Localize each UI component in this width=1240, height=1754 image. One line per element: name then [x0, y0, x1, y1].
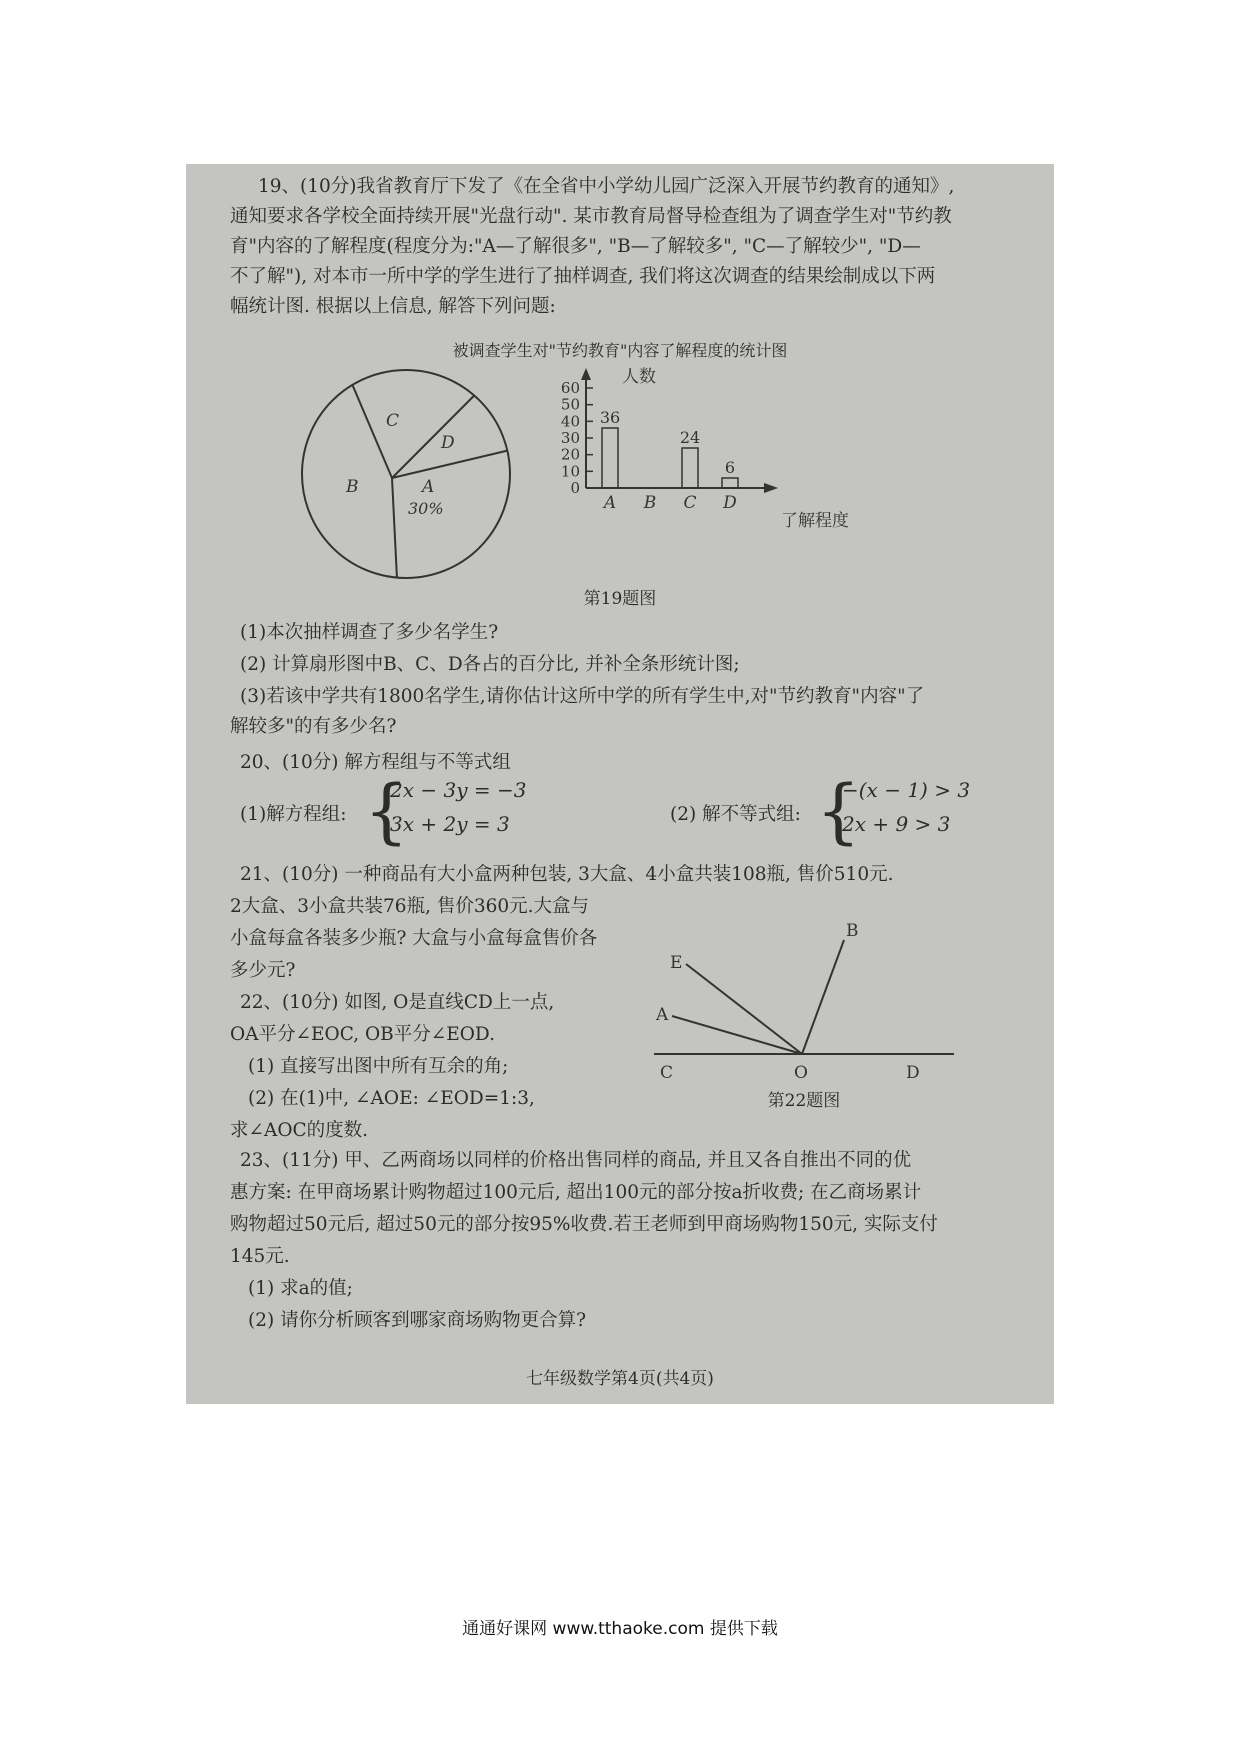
site-footer: 通通好课网 www.tthaoke.com 提供下载	[462, 1619, 778, 1639]
q19-line2: 通知要求各学校全面持续开展"光盘行动". 某市教育局督导检查组为了调查学生对"节约教	[230, 206, 952, 227]
pie-divider-c	[392, 396, 474, 478]
point-a: A	[656, 1005, 669, 1025]
pie-label-a-percent: 30%	[408, 499, 444, 518]
q22-line4: (2) 在(1)中, ∠AOE: ∠EOD=1:3,	[248, 1088, 535, 1109]
q19-line5: 幅统计图. 根据以上信息, 解答下列问题:	[230, 296, 556, 317]
point-e: E	[670, 953, 683, 973]
pie-divider-a	[392, 478, 397, 578]
bar-y-tick-label: 50	[560, 395, 580, 414]
page-footer: 七年级数学第4页(共4页)	[526, 1369, 714, 1389]
q22-line5: 求∠AOC的度数.	[230, 1120, 369, 1141]
q23-line2: 惠方案: 在甲商场累计购物超过100元后, 超出100元的部分按a折收费; 在乙商场累计	[230, 1182, 922, 1203]
point-c: C	[660, 1063, 674, 1083]
q22-line1: 22、(10分) 如图, O是直线CD上一点,	[240, 992, 555, 1013]
bar-y-tick-label: 60	[560, 379, 580, 397]
q23-line4: 145元.	[230, 1246, 290, 1267]
q19-line1: 19、(10分)我省教育厅下发了《在全省中小学幼儿园广泛深入开展节约教育的通知》,	[258, 176, 955, 197]
q20-part2-eq1: −(x − 1) > 3	[842, 778, 971, 802]
bar-xlabel: 了解程度	[781, 511, 849, 531]
bar-a	[602, 428, 618, 488]
q20-title: 20、(10分) 解方程组与不等式组	[240, 752, 511, 773]
q20-part1-eq1: 2x − 3y = −3	[390, 778, 527, 802]
q19-sub2: (2) 计算扇形图中B、C、D各占的百分比, 并补全条形统计图;	[240, 654, 740, 675]
bar-category-label: D	[723, 493, 737, 513]
bar-value-label: 24	[679, 428, 701, 447]
q20-part2-eq2: 2x + 9 > 3	[842, 812, 951, 836]
q20-part2-brace: {	[816, 770, 861, 852]
bar-y-tick-label: 30	[560, 429, 580, 447]
ray-oa	[672, 1016, 802, 1054]
exam-page-photo	[186, 164, 1054, 1404]
pie-label-b: B	[346, 477, 359, 497]
q20-part2-label: (2) 解不等式组:	[670, 804, 801, 825]
q20-part1-label: (1)解方程组:	[240, 804, 347, 825]
chart-title: 被调查学生对"节约教育"内容了解程度的统计图	[452, 341, 788, 360]
bar-d	[722, 478, 738, 488]
bar-y-tick-label: 20	[560, 445, 580, 464]
bar-c	[682, 448, 698, 488]
q21-line4: 多少元?	[230, 960, 296, 981]
bar-value-label: 6	[724, 458, 736, 477]
q21-line1: 21、(10分) 一种商品有大小盒两种包装, 3大盒、4小盒共装108瓶, 售价510元.	[240, 864, 894, 885]
point-o: O	[794, 1063, 808, 1083]
bar-y-tick-label: 40	[560, 412, 580, 431]
q19-line4: 不了解"), 对本市一所中学的学生进行了抽样调查, 我们将这次调查的结果绘制成以下两	[230, 266, 936, 287]
bar-category-label: C	[683, 493, 697, 513]
bar-value-label: 36	[599, 408, 621, 427]
point-d: D	[906, 1063, 920, 1083]
q23-sub2: (2) 请你分析顾客到哪家商场购物更合算?	[248, 1310, 587, 1331]
point-b: B	[846, 921, 859, 941]
q19-sub3a: (3)若该中学共有1800名学生,请你估计这所中学的所有学生中,对"节约教育"内容"了	[240, 686, 925, 707]
q19-sub1: (1)本次抽样调查了多少名学生?	[240, 622, 499, 643]
q21-line3: 小盒每盒各装多少瓶? 大盒与小盒每盒售价各	[230, 928, 598, 949]
q19-sub3b: 解较多"的有多少名?	[230, 716, 397, 737]
bar-y-tick-label: 0	[570, 479, 580, 497]
ray-ob	[802, 940, 844, 1054]
bar-category-label: A	[603, 493, 617, 513]
q21-line2: 2大盒、3小盒共装76瓶, 售价360元.大盒与	[230, 896, 590, 917]
ray-oe	[686, 964, 802, 1054]
q22-line3: (1) 直接写出图中所有互余的角;	[248, 1056, 509, 1077]
bar-chart	[546, 364, 866, 534]
q23-line1: 23、(11分) 甲、乙两商场以同样的价格出售同样的商品, 并且又各自推出不同的优	[240, 1150, 912, 1171]
q23-line3: 购物超过50元后, 超过50元的部分按95%收费.若王老师到甲商场购物150元, 实际支付	[230, 1214, 938, 1235]
pie-label-a: A	[422, 477, 435, 497]
bar-ylabel: 人数	[622, 367, 656, 387]
pie-divider-b	[352, 385, 392, 478]
pie-divider-d	[392, 451, 507, 478]
pie-label-d: D	[441, 433, 455, 453]
bar-x-axis-arrow	[764, 483, 778, 493]
pie-chart	[296, 364, 516, 584]
q20-part1-brace: {	[364, 770, 409, 852]
bar-y-axis-arrow	[581, 368, 591, 380]
q19-figure-caption: 第19题图	[583, 589, 657, 609]
q19-line3: 育"内容的了解程度(程度分为:"A—了解很多", "B—了解较多", "C—了解较少", "D—	[230, 236, 921, 257]
pie-label-c: C	[386, 411, 400, 431]
angle-figure	[654, 916, 974, 1086]
q22-line2: OA平分∠EOC, OB平分∠EOD.	[230, 1024, 495, 1045]
bar-category-label: B	[643, 493, 657, 513]
q23-sub1: (1) 求a的值;	[248, 1278, 353, 1299]
bar-y-tick-label: 10	[560, 462, 580, 481]
q22-figure-caption: 第22题图	[767, 1091, 841, 1111]
q20-part1-eq2: 3x + 2y = 3	[390, 812, 510, 836]
